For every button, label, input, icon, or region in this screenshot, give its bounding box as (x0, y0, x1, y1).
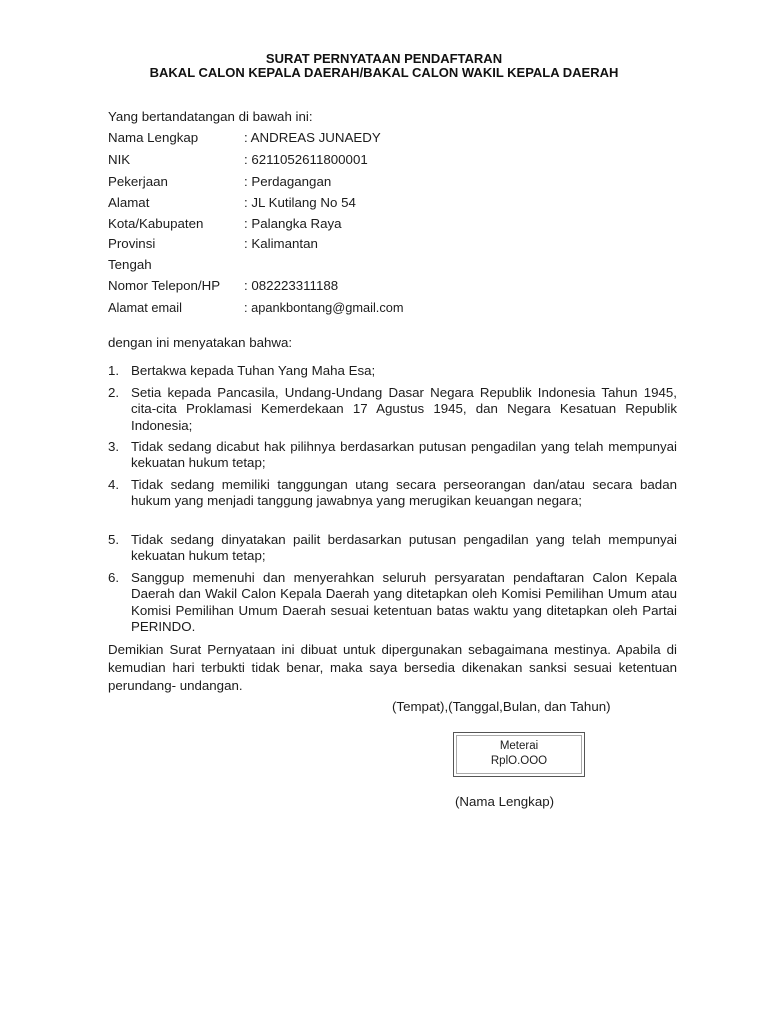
item-number: 4. (108, 477, 120, 492)
closing-paragraph: Demikian Surat Pernyataan ini dibuat untuk dipergunakan sebagaimana mestinya. Apabila di kemudian hari terbukti tidak benar, maka saya bersedia dikenakan sanksi sesuai ketentuan perundang- undangan. (108, 642, 677, 693)
stamp-label: Meterai (499, 740, 539, 752)
statement-item (108, 363, 677, 379)
field-value: : JL Kutilang No 54 (244, 195, 356, 210)
item-text: Bertakwa kepada Tuhan Yang Maha Esa; (131, 363, 376, 378)
statement-intro: dengan ini menyatakan bahwa: (108, 335, 293, 350)
field-label: Kota/Kabupaten (108, 216, 204, 231)
item-text: Sanggup memenuhi dan menyerahkan seluruh persyaratan pendaftaran Calon Kepala Daerah dan Wakil Calon Kepala Daerah yang ditetapkan oleh Komisi Pemilihan Umum atau Komisi Pemilihan Umum Daerah sesuai ketentuan batas waktu yang ditetapkan oleh Partai PERINDO. (131, 570, 677, 634)
item-number: 1. (108, 363, 120, 378)
field-label: NIK (108, 152, 131, 167)
field-label: Pekerjaan (108, 174, 168, 189)
item-number: 5. (108, 532, 120, 547)
item-text: Tidak sedang memiliki tanggungan utang secara perseorangan dan/atau secara badan hukum yang menjadi tanggung jawabnya yang merugikan keuangan negara; (131, 477, 677, 509)
field-label: Alamat (108, 195, 150, 210)
document-title: SURAT PERNYATAAN PENDAFTARAN (265, 51, 503, 66)
intro-text: Yang bertandatangan di bawah ini: (108, 109, 313, 124)
field-value: : Kalimantan (244, 236, 318, 251)
item-text: Tidak sedang dicabut hak pilihnya berdasarkan putusan pengadilan yang telah mempunyai kekuatan hukum tetap; (131, 439, 677, 471)
field-label: Tengah (108, 257, 152, 272)
item-text: Setia kepada Pancasila, Undang-Undang Dasar Negara Republik Indonesia Tahun 1945, cita-cita Proklamasi Kemerdekaan 17 Agustus 1945, dan Negara Kesatuan Republik Indonesia; (131, 385, 677, 433)
field-value: : ANDREAS JUNAEDY (244, 130, 381, 145)
place-date-line: (Tempat),(Tanggal,Bulan, dan Tahun) (392, 699, 611, 714)
field-label: Nomor Telepon/HP (108, 278, 221, 293)
statement-item (108, 532, 677, 565)
item-text: Tidak sedang dinyatakan pailit berdasarkan putusan pengadilan yang telah mempunyai kekuatan hukum tetap; (131, 532, 677, 564)
field-label: Nama Lengkap (108, 130, 199, 145)
document-subtitle: BAKAL CALON KEPALA DAERAH/BAKAL CALON WAKIL KEPALA DAERAH (149, 65, 619, 80)
signature-name: (Nama Lengkap) (455, 794, 555, 809)
statement-item (108, 570, 677, 635)
field-label: Provinsi (108, 236, 156, 251)
field-value: : apankbontang@gmail.com (244, 300, 404, 315)
statement-item (108, 385, 677, 434)
statement-item (108, 477, 677, 510)
field-value: : 6211052611800001 (244, 152, 368, 167)
item-number: 2. (108, 385, 120, 400)
field-value: : 082223311188 (244, 278, 339, 293)
field-value: : Perdagangan (244, 174, 332, 189)
field-label: Alamat email (108, 300, 182, 315)
item-number: 3. (108, 439, 120, 454)
stamp-box (453, 732, 585, 777)
item-number: 6. (108, 570, 120, 585)
field-value: : Palangka Raya (244, 216, 342, 231)
statement-item (108, 439, 677, 472)
stamp-amount: RplO.OOO (490, 755, 548, 767)
